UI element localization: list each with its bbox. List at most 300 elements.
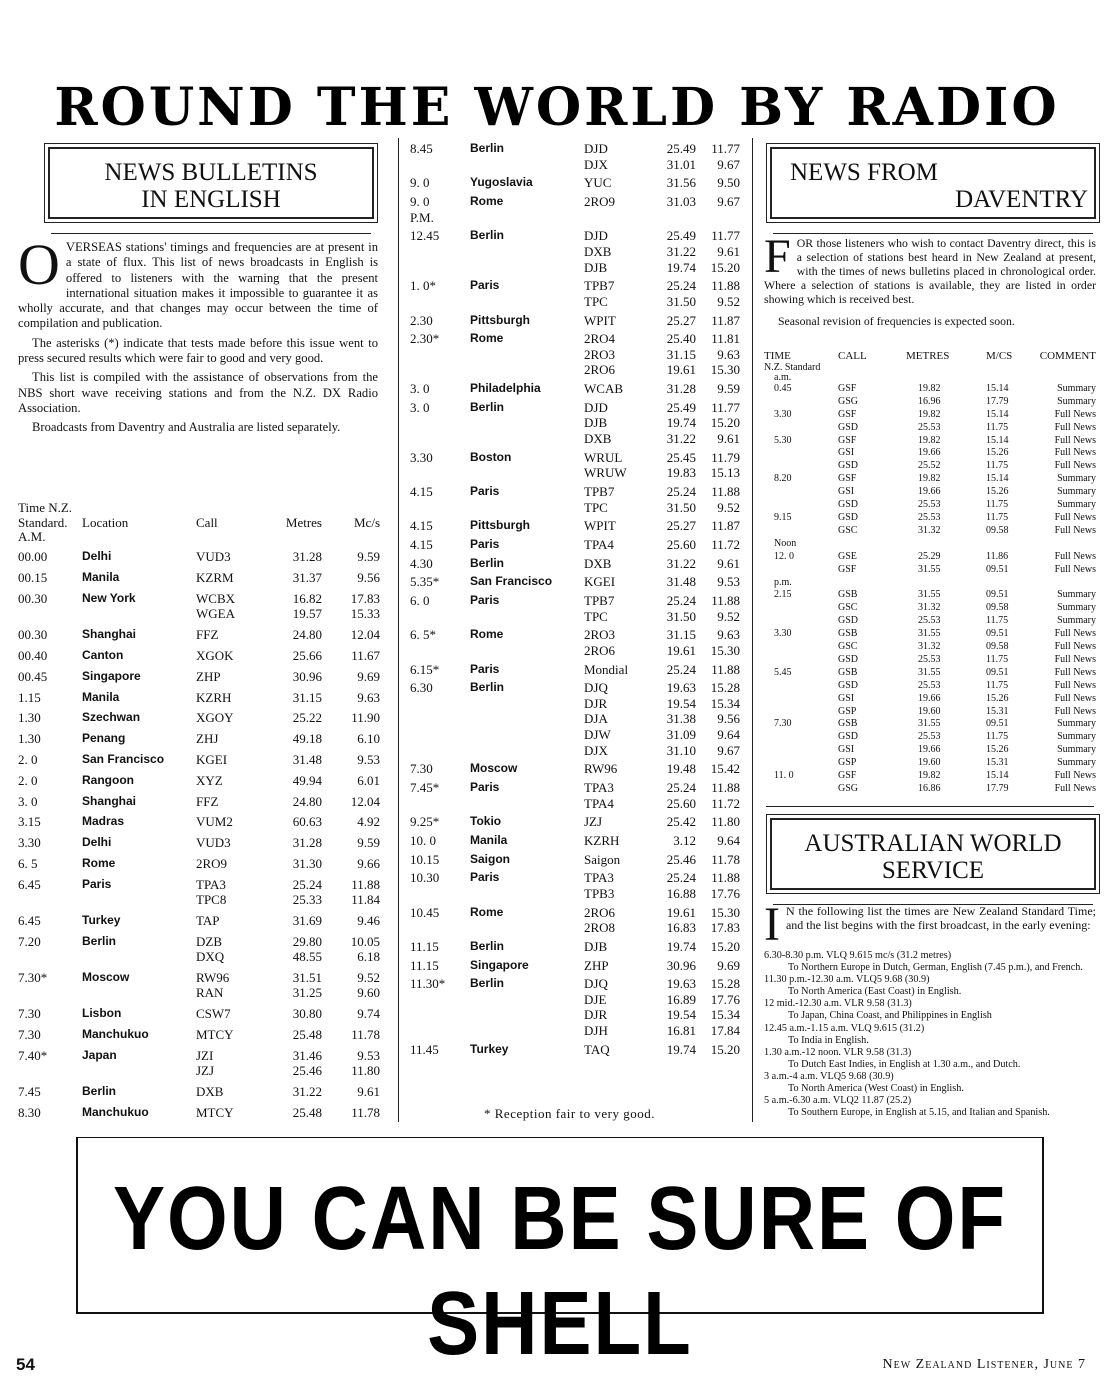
daventry-heading-box: [766, 143, 1100, 223]
row-time: 3. 0: [410, 381, 430, 397]
daventry-metres: 19.82: [918, 770, 941, 782]
row-location: Berlin: [470, 555, 505, 570]
daventry-comment: Full News: [1054, 408, 1096, 420]
row-location: Boston: [470, 449, 512, 464]
row-mcs: 9.50: [717, 175, 740, 191]
row-time: 7.20: [18, 933, 41, 949]
row-time: 7.30: [18, 1026, 41, 1042]
schedule-row: [410, 658, 740, 677]
row-call: WPIT: [584, 312, 616, 328]
daventry-row: [764, 435, 1096, 448]
schedule-row: [18, 622, 380, 643]
row-call: JZI JZJ: [196, 1047, 215, 1079]
daventry-call: GSF: [838, 563, 857, 575]
row-mcs: 11.90: [351, 710, 380, 726]
schedule-row: [18, 705, 380, 726]
daventry-comment: Summary: [1057, 731, 1096, 743]
intro-para3: This list is compiled with the assistance of observations from the NBS short wave receiving stations and from the N.Z. DX Radio Association.: [18, 370, 378, 415]
row-mcs: 11.87: [711, 312, 740, 328]
row-location: Rome: [470, 194, 504, 209]
row-metres: 25.45 19.83: [666, 449, 696, 481]
row-call: Mondial: [584, 661, 629, 677]
row-metres: 25.22: [292, 710, 322, 726]
schedule-row: [18, 643, 380, 664]
australian-entry-time: 1.30 a.m.-12 noon. VLR 9.58 (31.3): [764, 1046, 912, 1058]
daventry-metres: 31.55: [918, 628, 941, 640]
daventry-time: 11. 0: [774, 770, 794, 782]
daventry-time: [764, 396, 838, 409]
row-call: WCAB: [584, 381, 623, 397]
daventry-mcs: [986, 538, 1036, 551]
daventry-para2: Seasonal revision of frequencies is expected soon.: [778, 314, 1015, 328]
col-header-mcs: Mc/s: [354, 515, 380, 530]
daventry-row: [764, 744, 1096, 757]
row-call: ZHJ: [196, 731, 219, 747]
row-location: San Francisco: [82, 751, 165, 766]
australian-entry-detail: To India in English.: [788, 1034, 869, 1046]
row-metres: 31.15: [292, 689, 322, 705]
schedule-row: [410, 954, 740, 973]
daventry-row: [764, 602, 1096, 615]
daventry-time: [764, 706, 838, 719]
row-time: 6. 5: [18, 855, 38, 871]
row-call: XYZ: [196, 772, 223, 788]
schedule-row: [410, 191, 740, 210]
daventry-row: [764, 680, 1096, 693]
schedule-row: [410, 830, 740, 849]
schedule-row: [410, 275, 740, 309]
row-call: TPB7 TPC: [584, 483, 615, 515]
daventry-call: GSP: [838, 757, 857, 769]
row-location: Rome: [470, 904, 504, 919]
row-location: Paris: [470, 592, 500, 607]
daventry-mcs: 15.14: [986, 434, 1009, 446]
daventry-comment: Summary: [1057, 589, 1096, 601]
daventry-mcs: 15.14: [986, 408, 1009, 420]
daventry-comment: Summary: [1057, 602, 1096, 614]
daventry-call: GSF: [838, 408, 857, 420]
row-mcs: 15.42: [710, 761, 740, 777]
daventry-call: GSB: [838, 628, 858, 640]
row-metres: 31.46 25.46: [292, 1047, 322, 1079]
row-mcs: 15.28 15.34 9.56 9.64 9.67: [710, 680, 740, 758]
daventry-mcs: 11.75: [986, 731, 1009, 743]
daventry-metres: 25.53: [918, 499, 941, 511]
row-metres: 25.27: [666, 518, 696, 534]
daventry-mcs: 15.14: [986, 473, 1009, 485]
news-bulletins-table: [18, 500, 380, 1120]
row-mcs: 9.52 9.60: [357, 969, 380, 1001]
row-metres: 30.80: [292, 1006, 322, 1022]
schedule-row: [410, 328, 740, 378]
row-mcs: 12.04: [350, 627, 380, 643]
daventry-call: GSI: [838, 486, 855, 498]
daventry-title-line1: NEWS FROM: [790, 159, 938, 186]
row-location: Moscow: [470, 761, 518, 776]
row-call: FFZ: [196, 627, 219, 643]
daventry-call: GSD: [838, 460, 859, 472]
daventry-time: [764, 447, 838, 460]
row-mcs: 9.61: [717, 555, 740, 571]
daventry-time: 3.30: [774, 628, 792, 640]
schedule-row: [410, 677, 740, 758]
schedule-row: [410, 309, 740, 328]
schedule-row: [18, 908, 380, 929]
row-mcs: 11.78: [351, 1104, 380, 1120]
row-location: Pittsburgh: [470, 518, 530, 533]
daventry-comment: Summary: [1057, 757, 1096, 769]
row-metres: 25.49 31.22 19.74: [666, 228, 696, 275]
row-mcs: 9.61: [357, 1083, 380, 1099]
schedule-row: [18, 1022, 380, 1043]
daventry-mcs: 15.26: [986, 744, 1009, 756]
daventry-row: [764, 693, 1096, 706]
row-time: 6. 0: [410, 592, 430, 608]
row-call: MTCY: [196, 1104, 234, 1120]
daventry-time: Noon: [774, 537, 797, 549]
daventry-metres: 25.29: [918, 550, 941, 562]
schedule-row: [18, 747, 380, 768]
row-metres: 25.48: [292, 1026, 322, 1042]
row-time: 4.30: [410, 555, 433, 571]
row-time: 4.15: [410, 483, 433, 499]
daventry-comment: Full News: [1054, 511, 1096, 523]
australian-entry-detail: To Dutch East Indies, in English at 1.30 a.m., and Dutch.: [788, 1058, 1021, 1070]
schedule-row: [410, 210, 740, 226]
row-location: Turkey: [470, 1041, 509, 1056]
row-time: 7.30*: [18, 969, 48, 985]
schedule-row: [410, 534, 740, 553]
daventry-mcs: 09.51: [986, 628, 1009, 640]
row-time: 10.45: [410, 904, 440, 920]
row-call: TPA3 TPC8: [196, 876, 227, 908]
australian-title-line1: AUSTRALIAN WORLD: [804, 830, 1062, 857]
row-location: Berlin: [470, 976, 505, 991]
row-metres: 25.24 25.60: [666, 779, 696, 811]
schedule-row: [18, 663, 380, 684]
daventry-mcs: 11.75: [986, 421, 1009, 433]
row-call: RW96: [584, 761, 618, 777]
row-metres: 16.82 19.57: [292, 590, 322, 622]
schedule-row: [18, 928, 380, 964]
dav-header-am: a.m.: [774, 371, 792, 383]
daventry-row: [764, 551, 1096, 564]
daventry-metres: [902, 538, 986, 551]
daventry-comment: Full News: [1054, 783, 1096, 794]
daventry-metres: 19.82: [918, 382, 941, 394]
row-location: Paris: [82, 876, 112, 891]
daventry-row: [764, 512, 1096, 525]
row-mcs: 9.66: [357, 855, 380, 871]
daventry-time: [764, 564, 838, 577]
daventry-mcs: 09.51: [986, 589, 1009, 601]
row-location: Rome: [470, 627, 504, 642]
daventry-comment: Summary: [1057, 395, 1096, 407]
daventry-call: GSC: [838, 524, 858, 536]
row-time: 5.35*: [410, 574, 440, 590]
row-metres: 25.24: [666, 661, 696, 677]
daventry-time: 0.45: [774, 382, 792, 394]
row-call: 2RO9: [584, 194, 616, 210]
daventry-metres: 31.32: [918, 641, 941, 653]
row-time: 11.15: [410, 938, 439, 954]
daventry-comment: Full News: [1054, 679, 1096, 691]
row-metres: 31.69: [292, 912, 322, 928]
daventry-time: [764, 731, 838, 744]
row-metres: 25.48: [292, 1104, 322, 1120]
row-location: Lisbon: [82, 1006, 122, 1021]
row-call: TPB7 TPC: [584, 592, 615, 624]
australian-entry-time: 6.30-8.30 p.m. VLQ 9.615 mc/s (31.2 metres): [764, 950, 952, 961]
daventry-time: 12. 0: [774, 550, 794, 562]
row-time: 9. 0: [410, 175, 430, 191]
row-metres: 19.74: [666, 938, 696, 954]
daventry-metres: 19.60: [918, 757, 941, 769]
daventry-comment: Full News: [1054, 421, 1096, 433]
row-time: 6.45: [18, 876, 41, 892]
row-call: DJQ DJE DJR DJH: [584, 976, 608, 1038]
row-time: 00.15: [18, 570, 48, 586]
row-time: 6.15*: [410, 661, 440, 677]
row-mcs: 9.67: [717, 194, 740, 210]
row-time: 3.30: [410, 449, 433, 465]
daventry-time: [764, 641, 838, 654]
row-location: New York: [82, 590, 136, 605]
schedule-row: [18, 871, 380, 907]
row-metres: 31.28: [292, 549, 322, 565]
row-call: TPA4: [584, 536, 614, 552]
row-time: 00.30: [18, 627, 48, 643]
row-location: Delhi: [82, 835, 112, 850]
daventry-call: [838, 538, 902, 551]
row-metres: 25.49 19.74 31.22: [666, 399, 696, 446]
row-location: Saigon: [470, 851, 511, 866]
daventry-time: [764, 602, 838, 615]
row-time: 2. 0: [18, 751, 38, 767]
schedule-row: [18, 544, 380, 565]
daventry-metres: 19.82: [918, 434, 941, 446]
row-location: Manila: [82, 570, 120, 585]
daventry-metres: 19.66: [918, 447, 941, 459]
row-location: Berlin: [82, 933, 117, 948]
dav-header-time: TIME: [764, 350, 791, 362]
daventry-table: [764, 350, 1096, 796]
daventry-call: GSI: [838, 447, 855, 459]
daventry-comment: Summary: [1057, 486, 1096, 498]
row-call: KGEI: [196, 751, 228, 767]
masthead: ROUND THE WORLD BY RADIO: [54, 77, 1060, 138]
row-location: Rome: [470, 331, 504, 346]
daventry-time: 5.45: [774, 666, 792, 678]
row-time: 7.45*: [410, 779, 440, 795]
page-number: 54: [16, 1355, 35, 1374]
daventry-mcs: 11.75: [986, 653, 1009, 665]
row-time: 3. 0: [18, 793, 38, 809]
daventry-para1: OR those listeners who wish to contact Daventry direct, this is a selection of stations best heard in New Zealand at present, with the times of news bulletins placed in chronological order. Where a selection of stations is available, they are listed in order showing which is received best.: [764, 236, 1096, 306]
row-metres: 25.24 25.33: [292, 876, 322, 908]
row-call: DZB DXQ: [196, 933, 225, 965]
daventry-comment: Full News: [1054, 770, 1096, 782]
australian-intro: [764, 898, 1096, 951]
schedule-row: [410, 624, 740, 658]
middle-schedule-table: [410, 138, 740, 1057]
reception-footnote: * Reception fair to very good.: [484, 1106, 655, 1121]
daventry-row: [764, 628, 1096, 641]
row-metres: 31.56: [666, 175, 696, 191]
schedule-row: [18, 851, 380, 872]
row-metres: 49.94: [292, 772, 322, 788]
row-call: XGOK: [196, 647, 234, 663]
row-metres: 3.12: [673, 832, 696, 848]
daventry-time: 2.15: [774, 589, 792, 601]
row-call: ZHP: [584, 957, 609, 973]
daventry-row: [764, 757, 1096, 770]
daventry-metres: 25.53: [918, 421, 941, 433]
row-location: Manchukuo: [82, 1104, 149, 1119]
daventry-call: GSF: [838, 382, 857, 394]
daventry-comment: Full News: [1054, 666, 1096, 678]
row-mcs: 11.81 9.63 15.30: [710, 331, 740, 378]
row-location: Manila: [470, 832, 508, 847]
daventry-row: [764, 564, 1096, 577]
daventry-row: [764, 460, 1096, 473]
daventry-metres: 19.66: [918, 692, 941, 704]
daventry-comment: Full News: [1054, 524, 1096, 536]
row-call: DXB: [584, 555, 612, 571]
row-metres: 25.24 31.50: [666, 592, 696, 624]
dav-header-call: CALL: [838, 350, 867, 362]
row-location: Rangoon: [82, 772, 134, 787]
row-mcs: 9.69: [357, 668, 380, 684]
daventry-time: p.m.: [774, 576, 792, 588]
row-metres: 31.37: [292, 570, 322, 586]
daventry-metres: 31.55: [918, 563, 941, 575]
daventry-metres: 25.53: [918, 653, 941, 665]
row-metres: 31.30: [292, 855, 322, 871]
australian-entry-time: 12.45 a.m.-1.15 a.m. VLQ 9.615 (31.2): [764, 1022, 925, 1034]
row-mcs: 9.59: [717, 381, 740, 397]
daventry-row: [764, 422, 1096, 435]
row-mcs: 11.77 9.61 15.20: [710, 228, 740, 275]
schedule-row: [18, 586, 380, 622]
daventry-time: 3.30: [774, 408, 792, 420]
row-location: Philadelphia: [470, 381, 541, 396]
row-location: Berlin: [470, 680, 505, 695]
daventry-call: GSD: [838, 615, 859, 627]
daventry-call: GSC: [838, 602, 858, 614]
row-time: 7.30: [18, 1006, 41, 1022]
daventry-time: [764, 744, 838, 757]
row-mcs: 9.64: [717, 832, 740, 848]
schedule-row: [410, 552, 740, 571]
daventry-comment: Full News: [1054, 628, 1096, 640]
schedule-row: [410, 973, 740, 1038]
row-metres: 31.22: [666, 555, 696, 571]
daventry-row: [764, 783, 1096, 796]
daventry-metres: 31.55: [918, 718, 941, 730]
row-mcs: 11.88: [711, 661, 740, 677]
row-mcs: 11.77 15.20 9.61: [710, 399, 740, 446]
row-time: 2.30*: [410, 331, 440, 347]
daventry-call: GSB: [838, 718, 858, 730]
daventry-row: [764, 409, 1096, 422]
row-time: 1.30: [18, 710, 41, 726]
row-metres: 31.48: [292, 751, 322, 767]
dropcap-f: F: [764, 230, 791, 283]
row-location: Berlin: [470, 141, 505, 156]
australian-entry-detail: To Northern Europe in Dutch, German, English (7.45 p.m.), and French.: [788, 962, 1083, 974]
row-mcs: 11.80: [711, 814, 740, 830]
daventry-time: [764, 680, 838, 693]
row-mcs: 11.88 11.72: [711, 779, 740, 811]
row-time: 8.30: [18, 1104, 41, 1120]
daventry-mcs: 11.75: [986, 460, 1009, 472]
row-time: 6.45: [18, 912, 41, 928]
row-mcs: 9.63 15.30: [710, 627, 740, 658]
row-time: 12.45: [410, 228, 440, 244]
schedule-row: [410, 849, 740, 868]
row-metres: 24.80: [292, 627, 322, 643]
daventry-comment: Summary: [1057, 744, 1096, 756]
daventry-comment: Full News: [1054, 460, 1096, 472]
row-mcs: 12.04: [350, 793, 380, 809]
daventry-row: [764, 706, 1096, 719]
daventry-call: GSP: [838, 705, 857, 717]
daventry-metres: 19.60: [918, 705, 941, 717]
daventry-time: [764, 783, 838, 796]
daventry-comment: Full News: [1054, 692, 1096, 704]
daventry-call: GSG: [838, 783, 859, 794]
row-metres: 25.24 16.88: [666, 870, 696, 901]
daventry-comment: Summary: [1057, 473, 1096, 485]
row-location: Pittsburgh: [470, 312, 530, 327]
daventry-metres: [902, 577, 986, 590]
daventry-row: [764, 654, 1096, 667]
row-metres: 19.61 16.83: [666, 904, 696, 936]
row-mcs: 11.88 17.76: [710, 870, 740, 901]
daventry-call: GSD: [838, 511, 859, 523]
row-call: TPA3 TPA4: [584, 779, 614, 811]
daventry-call: GSC: [838, 641, 858, 653]
row-time: 11.30*: [410, 976, 446, 992]
schedule-row: [410, 397, 740, 447]
daventry-row: [764, 615, 1096, 628]
row-mcs: 11.72: [711, 536, 740, 552]
daventry-row: [764, 577, 1096, 590]
daventry-call: GSF: [838, 473, 857, 485]
row-location: Berlin: [470, 938, 505, 953]
daventry-mcs: 15.14: [986, 382, 1009, 394]
daventry-mcs: 15.31: [986, 757, 1009, 769]
row-time: 00.40: [18, 647, 48, 663]
row-mcs: 11.88 11.84: [351, 876, 380, 908]
row-mcs: 9.53: [717, 574, 740, 590]
row-call: DJD DXB DJB: [584, 228, 612, 275]
daventry-comment: Full News: [1054, 705, 1096, 717]
daventry-row: [764, 731, 1096, 744]
daventry-call: GSD: [838, 421, 859, 433]
row-location: Rome: [82, 855, 116, 870]
daventry-row: [764, 641, 1096, 654]
row-mcs: 11.88 9.52: [711, 278, 740, 309]
daventry-call: GSI: [838, 692, 855, 704]
row-call: DJD DJX: [584, 141, 608, 172]
row-mcs: 15.20: [710, 938, 740, 954]
daventry-mcs: 17.79: [986, 783, 1009, 794]
daventry-time: [764, 654, 838, 667]
daventry-metres: 25.53: [918, 679, 941, 691]
row-time: 3.30: [18, 835, 41, 851]
